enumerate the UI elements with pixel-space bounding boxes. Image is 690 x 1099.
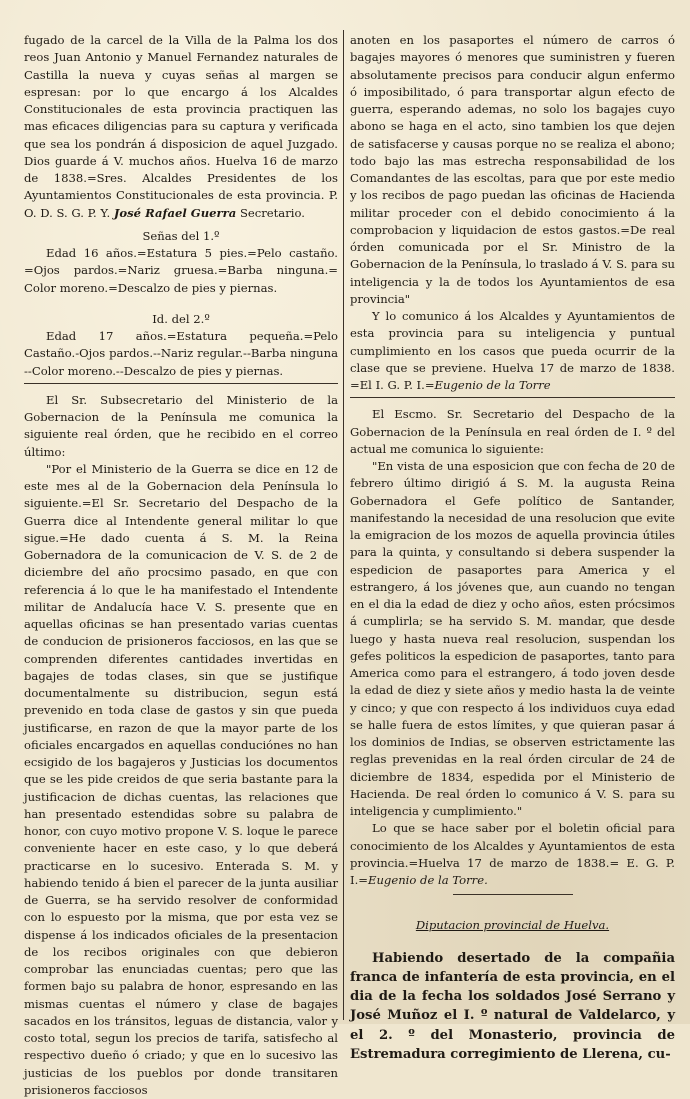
signature: Eugenio de la Torre bbox=[434, 378, 551, 392]
description-heading-1: Señas del 1.º bbox=[142, 228, 220, 243]
decree-body-paragraph: "En vista de una esposicion que con fecha de 20 de febrero último dirigió á S. M. la augusta Reina Gobernadora el Gefe político de Santander, manifestando la necesidad de una resolucion que evite la emigracion de los mozos de aquella provincia útiles para la quinta, y consultando si debera suspender la espedicion de pasaportes para America y el estrangero, á los jóvenes que, aun cuando no tengan en el dia la edad de diez y ocho años, esten prócsimos á cumplirla; se ha servido S. M. mandar, que desde luego y hasta nueva real resolucion, suspendan los gefes politicos la espedicion de pasaportes, tanto para America como para el estrangero, á todo joven desde la edad de diez y siete años y medio hasta la de veinte y cinco; y que con respecto á los individuos cuya edad se halle fuera de estos límites, y que quieran pasar á los dominios de Indias, se observen estrictamente las reglas prevenidas en la real órden circular de 24 de diciembre de 1834, espedida por el Ministerio de Hacienda. De real órden lo comunico á V. S. para su inteligencia y cumplimiento." bbox=[350, 459, 675, 818]
signature-title: Secretario. bbox=[239, 205, 305, 220]
description-heading-2: Id. del 2.º bbox=[152, 311, 210, 326]
section-divider bbox=[350, 397, 675, 398]
signature: José Rafael Guerra bbox=[113, 205, 237, 220]
order-continuation-paragraph: anoten en los pasaportes el número de carros ó bagajes mayores ó menores que suministren y fueren absolutamente precisos para conducir algun enfermo ó imposibilitado, ó para transportar algun efecto de guerra, esperando ademas, no solo los bagajes cuyo abono se haga en el acto, sino tambien los que dejen de satisfacerse y causas porque no se realiza el abono; todo bajo las mas estrecha responsabilidad de los Comandantes de las escoltas, para que por este medio y los recibos de pago puedan las oficinas de Hacienda militar proceder con el debido conocimiento á la comprobacion y liquidacion de estos gastos.=De real órden comunicada por el Sr. Ministro de la Gobernacion de la Península, lo traslado á V. S. para su inteligencia y la de todos los Ayuntamientos de esa provincia" bbox=[350, 33, 675, 306]
left-column bbox=[24, 32, 338, 1097]
order-body-paragraph: "Por el Ministerio de la Guerra se dice en 12 de este mes al de la Gobernacion dela Península lo siguiente.=El Sr. Secretario del Despacho de la Guerra dice al Intendente general militar lo que sigue.=He dado cuenta á S. M. la Reina Gobernadora de la comunicacion de V. S. de 2 de diciembre del año procsimo pasado, en que con referencia á lo que le ha manifestado el Intendente militar de Andalucía hace V. S. presente que en aquellas oficinas se han presentado varias cuentas de conducion de prisioneros facciosos, en las que se comprenden diferentes cantidades invertidas en bagajes de todas clases, sin que se justifique documentalmente su distribucion, segun está prevenido en toda clase de gastos y sin que pueda justificarse, en razon de que la mayor parte de los oficiales encargados en aquellas conduciónes no han ecsigido de los bagajeros y Justicias los documentos que se les pide creidos de que seria bastante para la justificacion de dichas cuentas, las relaciones que han presentado estendidas sobre su palabra de honor, con cuyo motivo propone V. S. loque le parece conveniente hacer en este caso, y lo que deberá practicarse en lo sucesivo. Enterada S. M. y habiendo tenido á bien el parecer de la junta ausiliar de Guerra, se ha servido resolver de conformidad con lo espuesto por la misma, que por esta vez se dispense á los indicados oficiales de la presentacion de los recibos originales con que debieron comprobar las enunciadas cuentas; pero que las formen bajo su palabra de honor, espresando en las mismas cuentas el número y clase de bagajes sacados en los tránsitos, leguas de distancia, valor y costo total, segun los precios de tarifa, satisfecho al respectivo dueño ó criado; y que en lo sucesivo las justicias de los pueblos por donde transitaren prisioneros facciosos bbox=[24, 461, 338, 1097]
description-text-1: Edad 16 años.=Estatura 5 pies.=Pelo castaño. =Ojos pardos.=Nariz gruesa.=Barba ninguna.= Color moreno.=Descalzo de pies y piernas. bbox=[24, 246, 338, 295]
short-divider bbox=[453, 894, 573, 895]
section-heading: Diputacion provincial de Huelva. bbox=[415, 918, 610, 933]
notice-paragraph bbox=[24, 32, 338, 222]
desertion-notice-paragraph: Habiendo desertado de la compañia franca de infantería de esta provincia, en el dia de la fecha los soldados José Serrano y José Muñoz el I. º natural de Valdelarco, y el 2. º del Monasterio, provincia de Estremadura corregimiento de Llerena, cu- bbox=[350, 950, 675, 1062]
communication-paragraph bbox=[350, 308, 675, 394]
decree-intro-paragraph: El Escmo. Sr. Secretario del Despacho de la Gobernacion de la Península en real órden de I. º del actual me comunica lo siguiente: bbox=[350, 407, 675, 456]
right-column bbox=[350, 32, 675, 1062]
section-divider bbox=[24, 383, 338, 384]
communication-text: Y lo comunico á los Alcaldes y Ayuntamientos de esta provincia para su inteligencia y puntual cumplimiento en los casos que pueda ocurrir de la clase que se previene. Huelva 17 de marzo de 1838. =El I. G. P. I.= bbox=[350, 309, 675, 392]
notice-text: Lo que se hace saber por el boletin oficial para conocimiento de los Alcaldes y Ayuntamientos de esta provincia.=Huelva 17 de marzo de 1838.= E. G. P. I.= bbox=[350, 821, 675, 887]
description-text-2: Edad 17 años.=Estatura pequeña.=Pelo Castaño.-Ojos pardos.--Nariz regular.--Barba ninguna --Color moreno.--Descalzo de pies y piernas. bbox=[24, 329, 338, 378]
order-intro-paragraph: El Sr. Subsecretario del Ministerio de la Gobernacion de la Península me comunica la siguiente real órden, que he recibido en el correo último: bbox=[24, 392, 338, 459]
notice-paragraph bbox=[350, 820, 675, 889]
column-divider bbox=[343, 30, 344, 1020]
notice-text: fugado de la carcel de la Villa de la Palma los dos reos Juan Antonio y Manuel Fernandez naturales de Castilla la nueva y cuyas señas al margen se espresan: por lo que encargo á los Alcaldes Constitucionales de esta provincia practiquen las mas eficaces diligencias para su captura y verificada que sea los pondrán á disposicion de aquel Juzgado. Dios guarde á V. muchos años. Huelva 16 de marzo de 1838.=Sres. Alcaldes Presidentes de los Ayuntamientos Constitucionales de esta provincia. P. O. D. S. G. P. Y. bbox=[24, 33, 338, 220]
signature: Eugenio de la Torre. bbox=[367, 873, 488, 887]
